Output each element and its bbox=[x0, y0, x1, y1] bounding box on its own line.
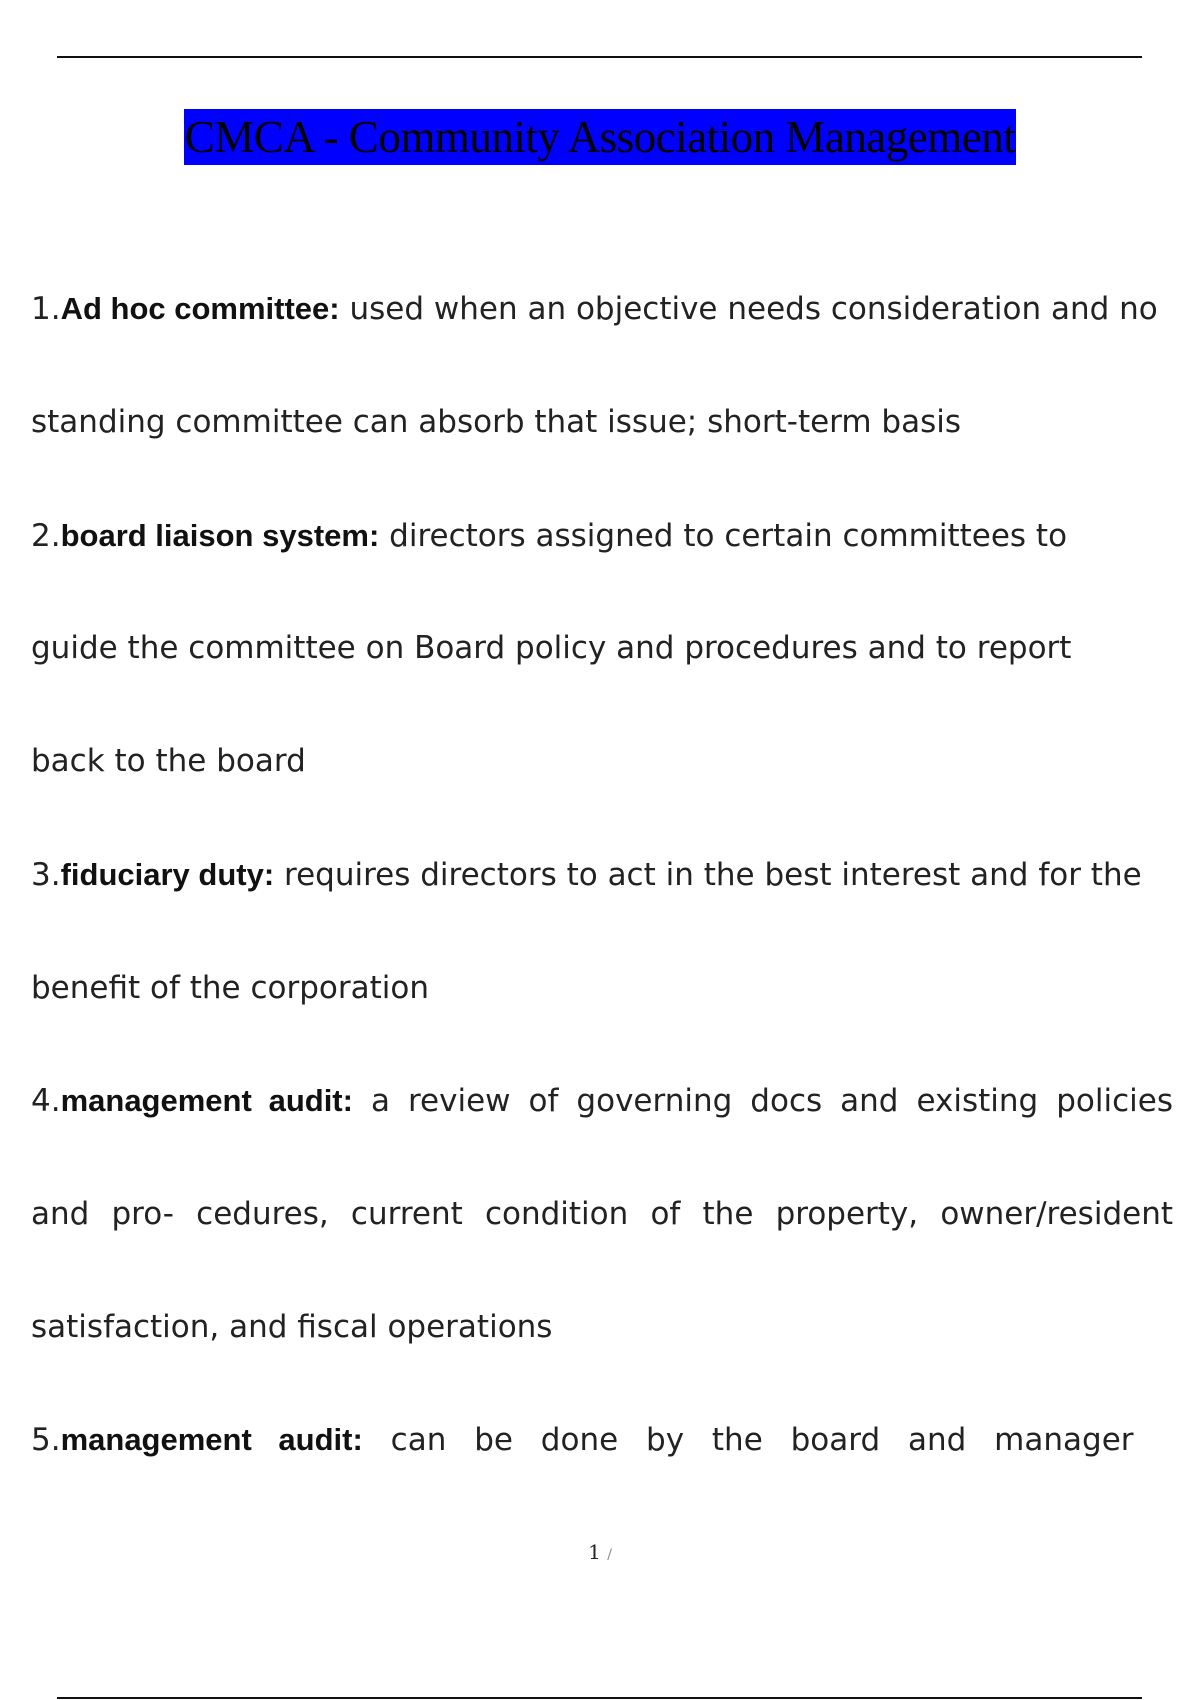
entry-3-definition-line-1: requires directors to act in the best interest and for the bbox=[284, 857, 1142, 893]
entry-2-definition-line-2: guide the committee on Board policy and procedures and to report bbox=[31, 630, 1072, 666]
entry-4-number: 4. bbox=[31, 1083, 61, 1119]
page-number-separator: / bbox=[607, 1547, 612, 1563]
entry-1-number: 1. bbox=[31, 291, 61, 327]
entry-4-line-3 bbox=[31, 1307, 552, 1347]
entry-5-line-1 bbox=[31, 1420, 1134, 1460]
document-title: CMCA - Community Association Management bbox=[184, 109, 1016, 165]
entry-4-definition-line-3: satisfaction, and fiscal operations bbox=[31, 1309, 553, 1345]
entry-3-definition-line-2: benefit of the corporation bbox=[31, 970, 429, 1006]
entry-5-number: 5. bbox=[31, 1422, 61, 1458]
entry-3-line-2 bbox=[31, 968, 429, 1008]
entry-5-definition-line-1: can be done by the board and manager bbox=[390, 1422, 1134, 1458]
entry-2-line-2 bbox=[31, 628, 1071, 668]
entry-3-line-1 bbox=[31, 855, 1142, 895]
entry-3-term: fiduciary duty: bbox=[60, 857, 275, 892]
entry-2-term: board liaison system: bbox=[60, 518, 380, 553]
entry-1-definition-line-2: standing committee can absorb that issue; short-term basis bbox=[31, 404, 962, 440]
entry-2-line-1 bbox=[31, 516, 1067, 556]
page-number bbox=[0, 1540, 1200, 1564]
entry-2-line-3 bbox=[31, 741, 306, 781]
entry-2-number: 2. bbox=[31, 518, 61, 554]
title-container bbox=[0, 109, 1200, 165]
entry-4-term: management audit: bbox=[60, 1083, 353, 1118]
entry-4-definition-line-2: and pro- cedures, current condition of the property, owner/resident bbox=[31, 1196, 1173, 1232]
entry-2-definition-line-1: directors assigned to certain committees to bbox=[389, 518, 1068, 554]
entry-1-line-1 bbox=[31, 289, 1158, 329]
top-rule bbox=[57, 56, 1142, 58]
entry-4-line-2 bbox=[31, 1194, 1173, 1234]
page-number-value: 1 bbox=[588, 1540, 601, 1564]
entry-1-term: Ad hoc committee: bbox=[60, 291, 340, 326]
entry-1-line-2 bbox=[31, 402, 961, 442]
entry-1-definition-line-1: used when an objective needs consideration and no bbox=[349, 291, 1158, 327]
entry-2-definition-line-3: back to the board bbox=[31, 743, 306, 779]
entry-4-definition-line-1: a review of governing docs and existing policies bbox=[370, 1083, 1173, 1119]
bottom-rule bbox=[57, 1697, 1142, 1699]
entry-3-number: 3. bbox=[31, 857, 61, 893]
entry-4-line-1 bbox=[31, 1081, 1173, 1121]
entry-5-term: management audit: bbox=[60, 1422, 363, 1457]
